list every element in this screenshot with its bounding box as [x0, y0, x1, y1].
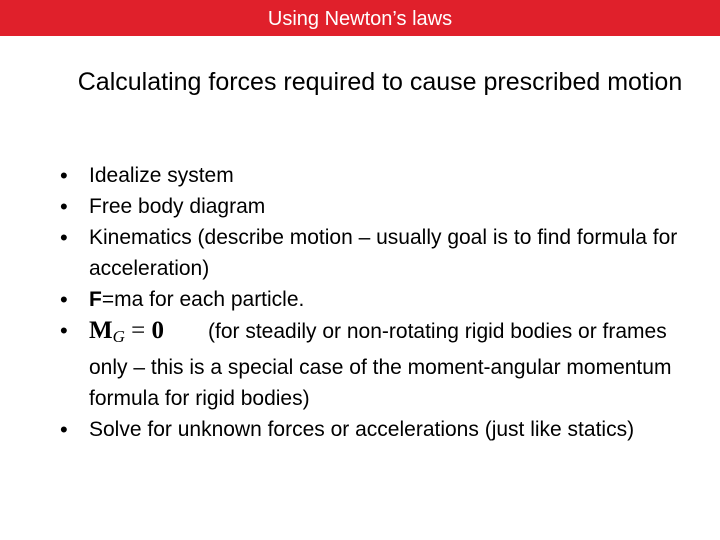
bullet-dot: •: [60, 225, 68, 250]
bullet-text: for each particle.: [143, 288, 305, 311]
bullet-moment-equation: [60, 315, 700, 414]
equation-zero: 0: [151, 317, 164, 344]
moment-symbol: M: [89, 317, 113, 344]
bullet-f-equals-ma: [60, 284, 700, 315]
bullet-dot: •: [60, 318, 68, 343]
bullet-idealize-system: [60, 160, 700, 191]
bullet-list: [60, 160, 700, 445]
bullet-free-body-diagram: [60, 191, 700, 222]
bullet-solve-unknowns: [60, 414, 700, 445]
bullet-dot: •: [60, 417, 68, 442]
force-symbol: F: [89, 288, 102, 311]
bullet-dot: •: [60, 287, 68, 312]
bullet-dot: •: [60, 194, 68, 219]
moment-subscript: G: [112, 327, 125, 346]
slide-header: [0, 0, 720, 36]
bullet-text: Idealize system: [89, 164, 234, 187]
slide-subtitle: Calculating forces required to cause prescribed motion: [77, 68, 683, 96]
slide-title: Using Newton’s laws: [267, 8, 453, 30]
equation-equals: =: [131, 317, 146, 344]
bullet-text: Free body diagram: [89, 195, 266, 218]
bullet-dot: •: [60, 163, 68, 188]
bullet-kinematics: [60, 222, 700, 284]
ma-term: ma: [114, 288, 144, 311]
equals-sign: =: [101, 288, 115, 311]
moment-equation: [89, 315, 208, 352]
bullet-text: (for steadily or non-rotating rigid bodies or frames only – this is a special case of the moment-angular momentum formula for rigid bodies): [89, 320, 672, 410]
bullet-text: Solve for unknown forces or accelerations (just like statics): [89, 418, 635, 441]
bullet-text: Kinematics (describe motion – usually goal is to find formula for acceleration): [89, 226, 678, 280]
